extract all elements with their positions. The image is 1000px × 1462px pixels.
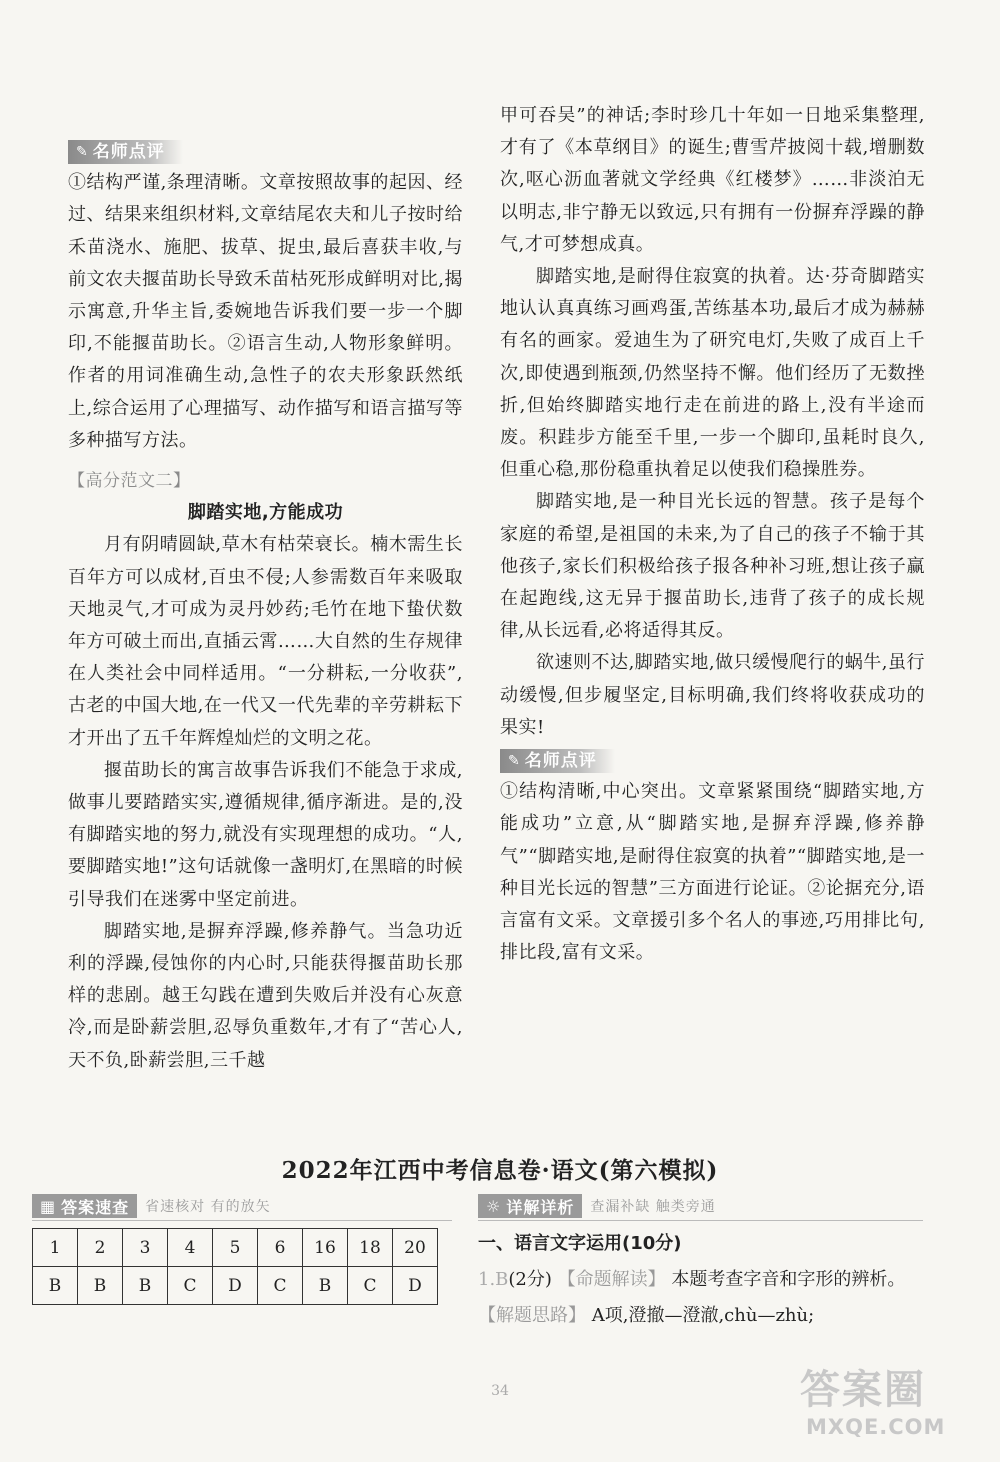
answer-cell: D	[393, 1267, 438, 1305]
exam-title: 2022年江西中考信息卷·语文(第六模拟)	[281, 1157, 719, 1184]
detail-content	[478, 1226, 923, 1334]
review-paragraph: ①结构清晰,中心突出。文章紧紧围绕“脚踏实地,方能成功”立意,从“脚踏实地,是摒弃浮躁,修养静气”“脚踏实地,是耐得住寂寞的执着”“脚踏实地,是一种目光长远的智慧”三方面进行论证。②论据充分,语言富有文采。文章援引多个名人的事迹,巧用排比句,排比段,富有文采。	[500, 781, 925, 964]
detail-divider	[478, 1220, 923, 1221]
answer-cell: D	[213, 1267, 258, 1305]
question-number-cell: 1	[33, 1229, 78, 1267]
essay-paragraph: 揠苗助长的寓言故事告诉我们不能急于求成,做事儿要踏踏实实,遵循规律,循序渐进。是的,没有脚踏实地的努力,就没有实现理想的成功。“人,要脚踏实地!”这句话就像一盏明灯,在黑暗的时候引导我们在迷雾中坚定前进。	[68, 759, 463, 910]
essay-title: 脚踏实地,方能成功	[187, 502, 344, 524]
question-number-cell: 3	[123, 1229, 168, 1267]
question-number-cell: 20	[393, 1229, 438, 1267]
answer-table-values-row	[33, 1267, 438, 1305]
section-heading: 一、语言文字运用(10分)	[478, 1233, 682, 1254]
question-1-explanation	[478, 1262, 923, 1298]
sample-essay-label: 【高分范文二】	[68, 471, 191, 492]
page-number: 34	[491, 1383, 509, 1399]
question-points: (2分)	[508, 1269, 552, 1290]
review-icon: ✎	[76, 144, 89, 160]
answer-cell: B	[123, 1267, 168, 1305]
answers-section-header	[32, 1193, 271, 1219]
question-number-cell: 18	[348, 1229, 393, 1267]
solution-line	[478, 1298, 923, 1334]
question-number-cell: 5	[213, 1229, 258, 1267]
solution-text: A项,澄撤—澄澈,chù—zhù;	[591, 1305, 815, 1326]
review-icon: ✎	[508, 753, 521, 770]
answers-pill	[32, 1194, 137, 1218]
question-number-cell: 16	[303, 1229, 348, 1267]
detail-pill	[478, 1194, 582, 1218]
essay-paragraph-continued: 甲可吞吴”的神话;李时珍几十年如一日地采集整理,才有了《本草纲目》的诞生;曹雪芹披阅十载,增删数次,呕心沥血著就文学经典《红楼梦》……非淡泊无以明志,非宁静无以致远,只有拥有一份摒弃浮躁的静气,才可梦想成真。	[500, 105, 925, 255]
answers-label: 答案速查	[61, 1197, 130, 1217]
question-number-cell: 4	[168, 1229, 213, 1267]
review-ribbon	[68, 140, 183, 164]
detail-subtitle: 查漏补缺 触类旁通	[590, 1199, 716, 1215]
essay-paragraph: 脚踏实地,是摒弃浮躁,修养静气。当急功近利的浮躁,侵蚀你的内心时,只能获得揠苗助长那样的悲剧。越王勾践在遭到失败后并没有心灰意冷,而是卧薪尝胆,忍辱负重数年,才有了“苦心人,天不负,卧薪尝胆,三千越	[68, 920, 463, 1071]
watermark-logo-text: 答案圈	[800, 1367, 926, 1413]
detail-label: 详解详析	[506, 1197, 575, 1217]
answer-table	[32, 1228, 438, 1305]
answer-cell: B	[303, 1267, 348, 1305]
answer-table-header-row	[33, 1229, 438, 1267]
grid-icon: ▦	[40, 1196, 57, 1216]
answer-cell: C	[168, 1267, 213, 1305]
essay-paragraph: 月有阴晴圆缺,草木有枯荣衰长。楠木需生长百年方可以成材,百虫不侵;人参需数百年来吸取天地灵气,才可成为灵丹妙药;毛竹在地下蛰伏数年方可破土而出,直插云霄……大自然的生存规律在人类社会中同样适用。“一分耕耘,一分收获”,古老的中国大地,在一代又一代先辈的辛劳耕耘下才开出了五千年辉煌灿烂的文明之花。	[68, 534, 463, 749]
answers-subtitle: 省速核对 有的放矢	[145, 1199, 271, 1215]
review-ribbon	[500, 749, 615, 773]
review-label: 名师点评	[524, 751, 597, 772]
essay-paragraph: 脚踏实地,是耐得住寂寞的执着。达·芬奇脚踏实地认认真真练习画鸡蛋,苦练基本功,最后才成为赫赫有名的画家。爱迪生为了研究电灯,失败了成百上千次,即使遇到瓶颈,仍然坚持不懈。他们经历了无数挫折,但始终脚踏实地行走在前进的路上,没有半途而废。积跬步方能至千里,一步一个脚印,虽耗时良久,但重心稳,那份稳重执着足以使我们稳操胜券。	[500, 266, 925, 481]
answer-cell: C	[348, 1267, 393, 1305]
question-number: 1.B	[478, 1269, 509, 1290]
lightbulb-icon: ☼	[486, 1196, 502, 1216]
detail-section-header	[478, 1193, 716, 1219]
answer-cell: B	[33, 1267, 78, 1305]
review-label: 名师点评	[92, 142, 165, 162]
question-number-cell: 2	[78, 1229, 123, 1267]
answers-divider	[32, 1220, 452, 1221]
left-column	[68, 135, 463, 1077]
proposition-text: 本题考查字音和字形的辨析。	[671, 1269, 906, 1290]
essay-paragraph: 脚踏实地,是一种目光长远的智慧。孩子是每个家庭的希望,是祖国的未来,为了自己的孩子不输于其他孩子,家长们积极给孩子报各种补习班,想让孩子赢在起跑线,这无异于揠苗助长,违背了孩子的成长规律,从长远看,必将适得其反。	[500, 491, 925, 642]
right-column	[500, 100, 925, 969]
proposition-tag: 【命题解读】	[557, 1269, 666, 1290]
answer-cell: B	[78, 1267, 123, 1305]
solution-tag: 【解题思路】	[478, 1305, 586, 1326]
review-paragraph: ①结构严谨,条理清晰。文章按照故事的起因、经过、结果来组织材料,文章结尾农夫和儿子按时给禾苗浇水、施肥、拔草、捉虫,最后喜获丰收,与前文农夫揠苗助长导致禾苗枯死形成鲜明对比,揭示寓意,升华主旨,委婉地告诉我们要一步一个脚印,不能揠苗助长。②语言生动,人物形象鲜明。作者的用词准确生动,急性子的农夫形象跃然纸上,综合运用了心理描写、动作描写和语言描写等多种描写方法。	[68, 172, 463, 451]
essay-paragraph: 欲速则不达,脚踏实地,做只缓慢爬行的蜗牛,虽行动缓慢,但步履坚定,目标明确,我们终将收获成功的果实!	[500, 652, 925, 738]
answer-cell: C	[258, 1267, 303, 1305]
watermark-site-text: MXQE.COM	[806, 1415, 946, 1439]
site-watermark	[800, 1365, 985, 1455]
question-number-cell: 6	[258, 1229, 303, 1267]
